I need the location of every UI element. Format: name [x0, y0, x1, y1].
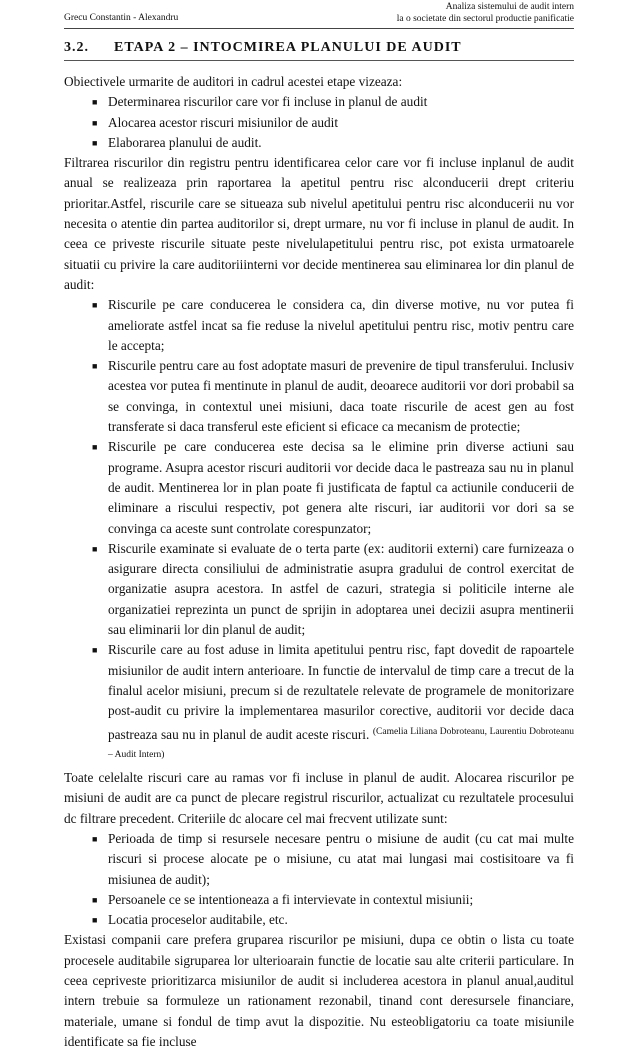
list-item: ■ Persoanele ce se intentioneaza a fi intervievate in contextul misiunii; — [64, 890, 574, 910]
section-heading — [64, 40, 574, 60]
list-item: ■ Perioada de timp si resursele necesare pentru o misiune de audit (cu cat mai multe riscuri si procese alocate pe o misiune, cu atat mai lungasi mai costisitoare va fi misiunea de audit); — [92, 830, 574, 887]
situations-list — [64, 295, 574, 768]
body-text — [64, 72, 574, 1052]
list-item: ■ Riscurile examinate si evaluate de o terta parte (ex: auditorii externi) care furnizeaza o asigurare directa consiliului de administratie asupra gradului de control exercitat de organizatie asupra acestora. In astfel de cazuri, strategia si politicile interne ale organizatiei reprezinta un punct de sprijin in adoptarea unei decizii asupra mentinerii sau eliminarii lor din planul de audit; — [92, 540, 574, 638]
bullet-icon: ■ — [92, 117, 98, 128]
header-title — [397, 2, 574, 25]
list-item: ■ Determinarea riscurilor care vor fi incluse in planul de audit — [64, 92, 574, 112]
list-item: ■ Riscurile pe care conducerea le considera ca, din diverse motive, nu vor putea fi ameliorate astfel incat sa fie reduse la nivelul apetitului pentru risc, motiv pentru care le accepta; — [92, 297, 574, 353]
intro-paragraph: Obiectivele urmarite de auditori in cadrul acestei etape vizeaza: — [64, 74, 403, 89]
bullet-icon: ■ — [92, 645, 98, 656]
bullet-icon: ■ — [92, 543, 98, 554]
allocation-paragraph: Toate celelalte riscuri care au ramas vor fi incluse in planul de audit. Alocarea riscurilor pe misiuni de audit are ca punct de plecare registrul riscurilor, actualizat cu rezultatele procesului dc filtrare precedent. Criteriile dc alocare cel mai frecvent utilizate sunt: — [64, 770, 574, 826]
list-item: ■ Alocarea acestor riscuri misiunilor de audit — [64, 113, 574, 133]
bullet-icon: ■ — [92, 833, 98, 844]
header-title-line2: la o societate din sectorul productie panificatie — [396, 13, 574, 24]
bullet-icon: ■ — [92, 894, 98, 905]
list-item: ■ Riscurile pentru care au fost adoptate masuri de prevenire de tipul transferului. Inclusiv acestea vor putea fi mentinute in planul de audit, deoarece auditorii vor dori probabil sa se convinga, in contextul unei misiuni, daca toate riscurile de acest gen au fost transferate si daca transferul este eficient si eficace ca mecanism de protectie; — [92, 358, 574, 435]
criteria-list — [64, 829, 574, 930]
section-number: 3.2. — [64, 40, 89, 55]
grouping-paragraph: Existasi companii care prefera gruparea riscurilor pe misiuni, dupa ce obtin o lista cu toate procesele auditabile sigruparea lor ulterioarain functie de locatie sau alte criterii particulare. In ceea cepriveste prioritizarca misiunilor de audit si includerea acestora in planul anual,auditul intern trebuie sa formuleze un rationament rezonabil, tinand cont deresursele financiare, materiale, umane si fondul de timp avut la dispozitie. Nu esteobligatoriu ca toate misiunile identificate sa fie incluse — [64, 932, 574, 1049]
filtering-paragraph: Filtrarea riscurilor din registru pentru identificarea celor care vor fi incluse inplanul de audit anual se realizeaza prin raportarea la apetitul pentru risc alconducerii drept criteriu prioritar.Astfel, riscurile care se situeaza sub nivelul apetitului pentru risc alconducerii nu vor necesita o atentie din partea auditorilor si, drept urmare, nu vor fi incluse in planul de audit. In ceea ce priveste riscurile situate peste nivelulapetitului pentru risc, pot exista urmatoarele situatii cu privire la care auditoriiinterni vor decide mentinerea sau eliminarea lor din planul de audit: — [64, 155, 574, 292]
header-author: Grecu Constantin - Alexandru — [64, 13, 179, 23]
header-divider — [64, 28, 574, 29]
list-item: ■ Elaborarea planului de audit. — [64, 133, 574, 153]
list-item: ■ Riscurile pe care conducerea este decisa sa le elimine prin diverse actiuni sau programe. Asupra acestor riscuri auditorii vor decide daca le pastreaza sau nu in planul de audit. Mentinerea lor in plan poate fi justificata de faptul ca actiunile conducerii de eliminare a riscului respectiv, pot genera alte riscuri, iar auditorii vor dori sa se convinga ca aceste sunt controlate corespunzator; — [92, 439, 574, 536]
bullet-icon: ■ — [92, 361, 98, 372]
objectives-list — [64, 92, 574, 153]
citation: (Camelia Liliana Dobroteanu, Laurentiu Dobroteanu – Audit Intern) — [108, 726, 574, 760]
list-item: ■ Locatia proceselor auditabile, etc. — [64, 910, 574, 930]
bullet-icon: ■ — [92, 137, 98, 148]
bullet-icon: ■ — [92, 442, 98, 453]
bullet-icon: ■ — [92, 97, 98, 108]
section-title: ETAPA 2 – INTOCMIREA PLANULUI DE AUDIT — [114, 40, 462, 55]
bullet-icon: ■ — [92, 915, 98, 926]
bullet-icon: ■ — [92, 300, 98, 311]
list-item: ■ Riscurile care au fost aduse in limita apetitului pentru risc, fapt dovedit de rapoartele misiunilor de audit intern anterioare. In functie de intervalul de timp care a trecut de la finalul acelor misiuni, precum si de rezultatele relevate de programele de monitorizare post-audit cu privire la implementarea masurilor corective, auditorii vor decide daca pastreaza sau nu in planul de audit aceste riscuri. $^{(Camelia Liliana Dobroteanu, Laurentiu Dobroteanu - Audit Intern)}$ — [92, 642, 574, 760]
section-divider — [64, 60, 574, 61]
header-title-line1: Analiza sistemului de audit intern — [445, 2, 574, 12]
